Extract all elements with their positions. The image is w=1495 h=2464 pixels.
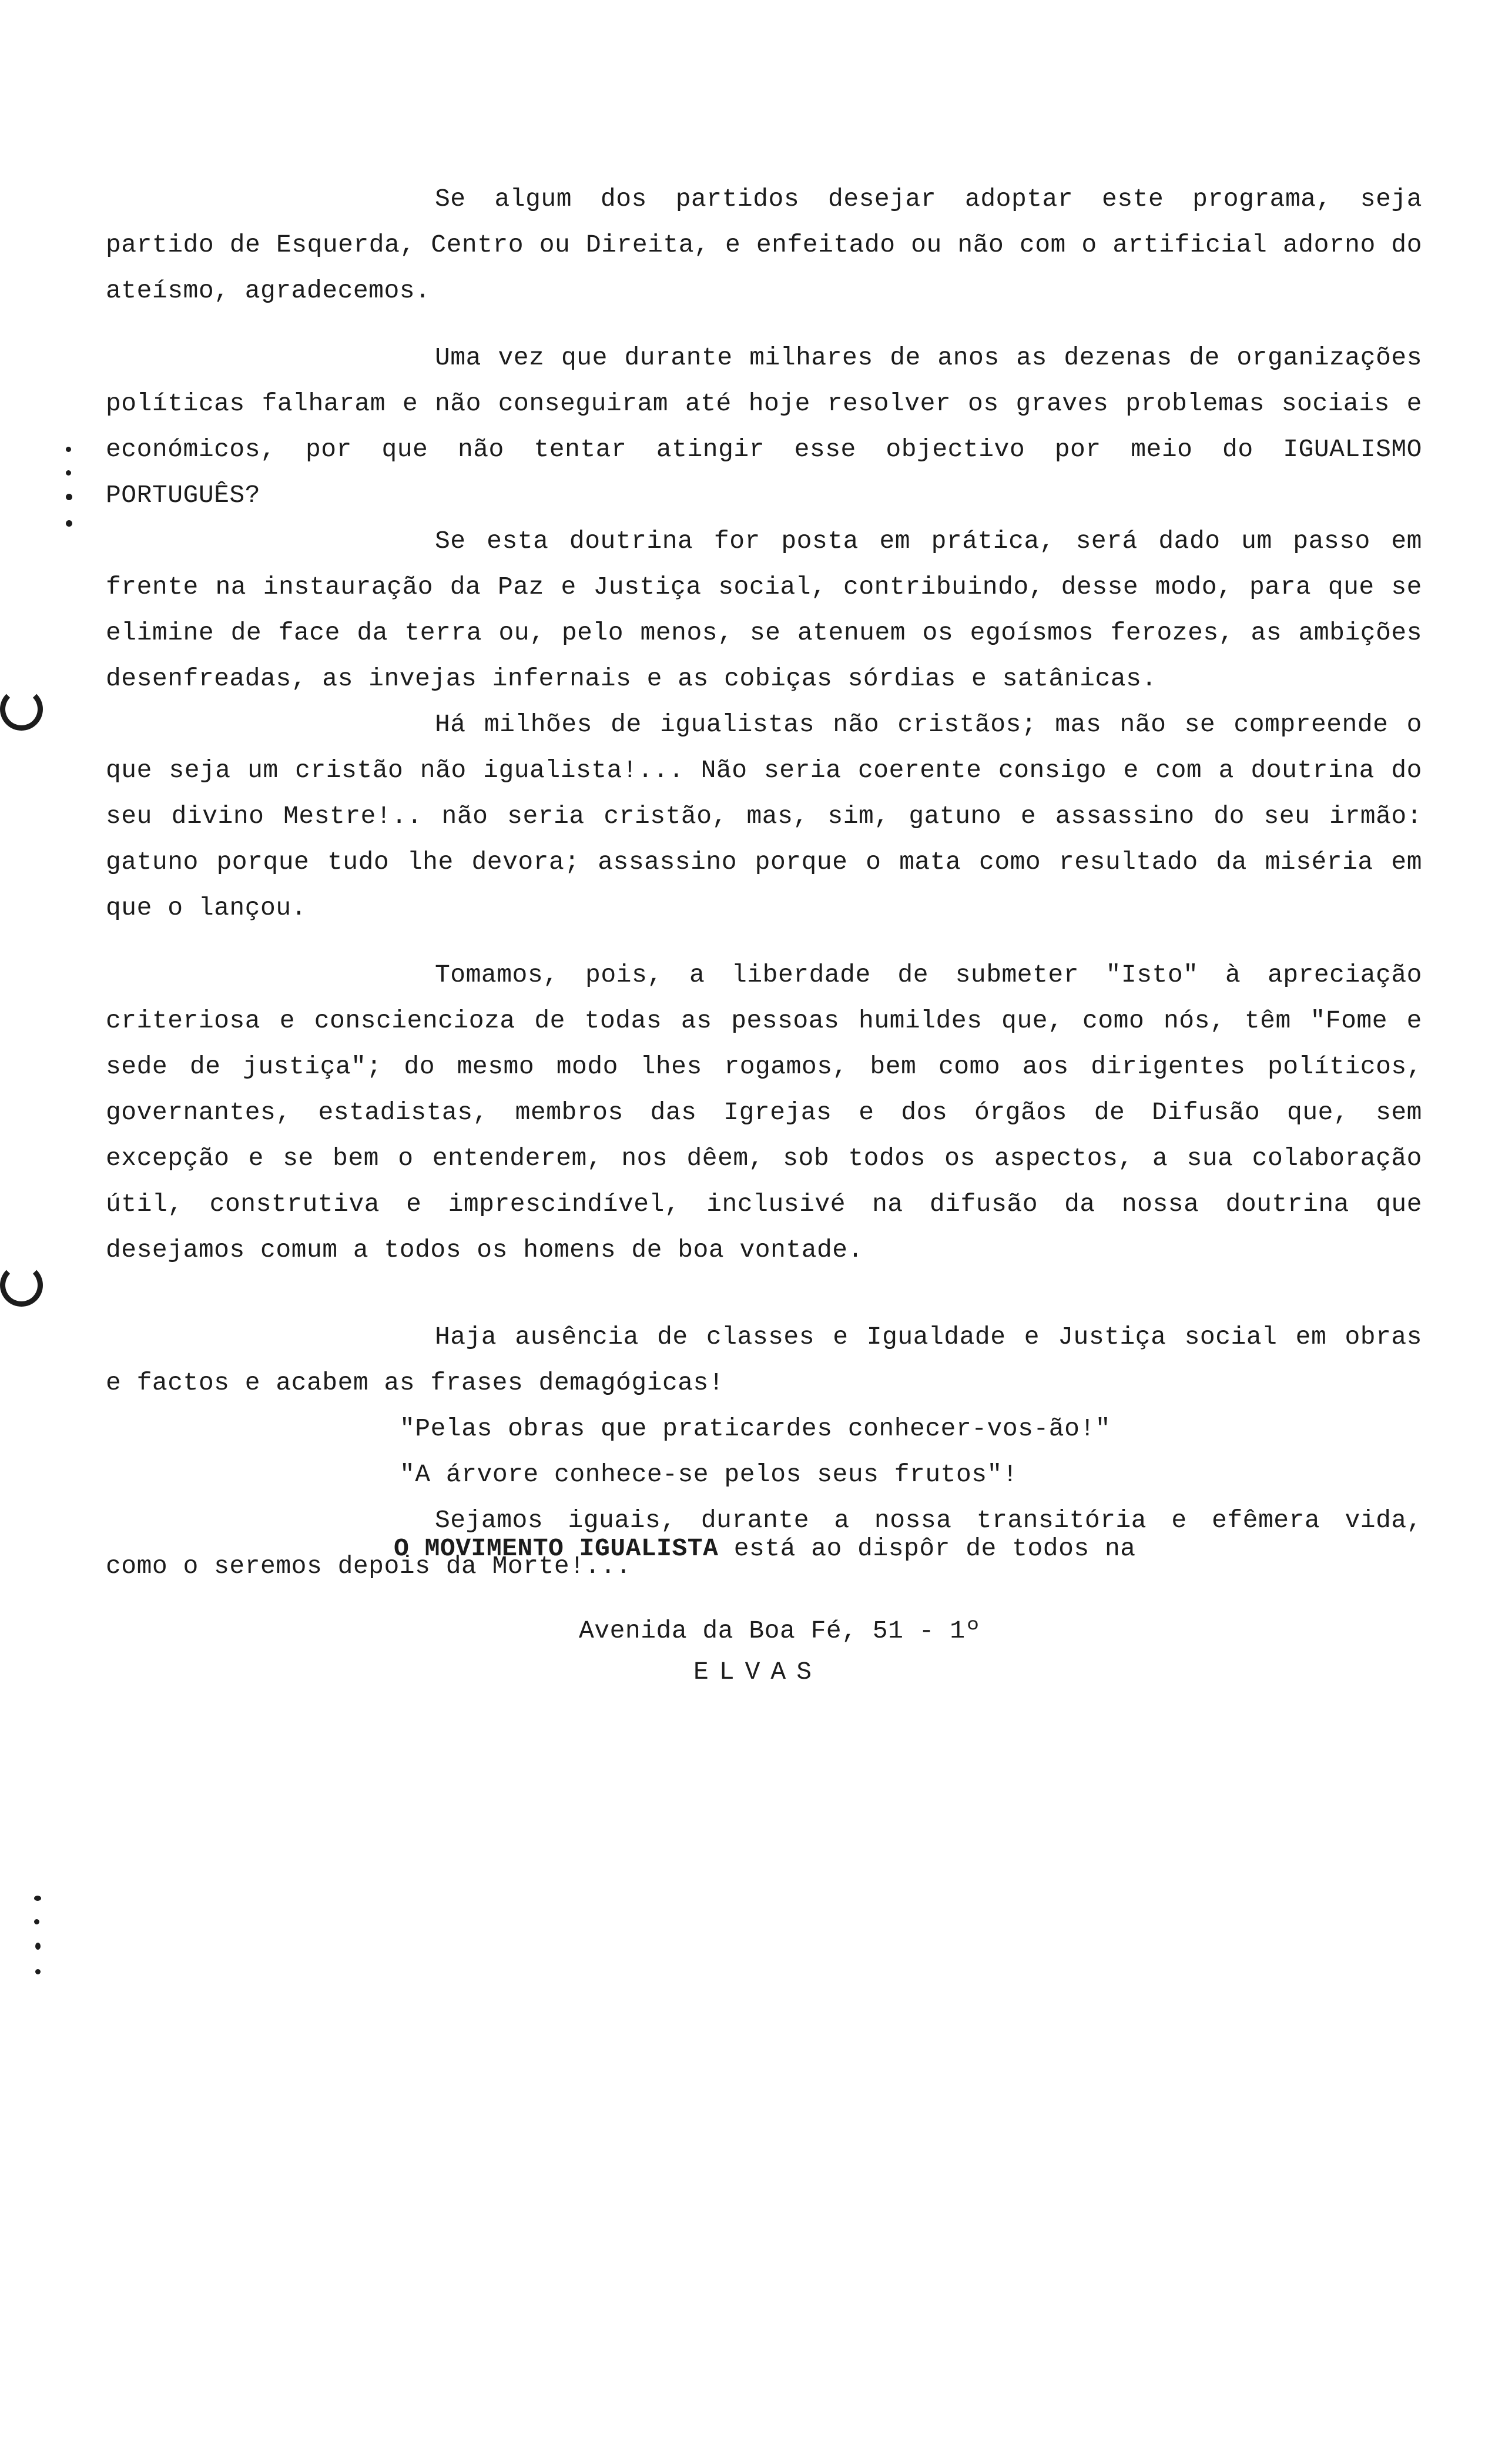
- paragraph-5: Tomamos, pois, a liberdade de submeter "Isto" à apreciação criteriosa e consciencioza de todas as pessoas humildes que, como nós, têm "Fome e sede de justiça"; do mesmo modo lhes rogamos, bem como aos dirigentes políticos, governantes, estadistas, membros das Igrejas e dos órgãos de Difusão que, sem excepção e se bem o entenderem, nos dêem, sob todos os aspectos, a sua colaboração útil, construtiva e imprescindível, inclusivé na difusão da nossa doutrina que desejamos comum a todos os homens de boa vontade.: [106, 960, 1422, 1264]
- punch-hole-mark: [0, 688, 43, 731]
- margin-mark: [34, 1919, 39, 1924]
- footer-lead: [394, 1528, 1393, 1569]
- margin-mark: [66, 447, 71, 452]
- margin-mark: [66, 470, 71, 476]
- closing-paragraph: Sejamos iguais, durante a nossa transitória e efêmera vida, como o seremos depois da Morte!...: [106, 1506, 1422, 1581]
- footer-address: Avenida da Boa Fé, 51 - 1º: [579, 1616, 981, 1645]
- paragraph-1: Se algum dos partidos desejar adoptar este programa, seja partido de Esquerda, Centro ou Direita, e enfeitado ou não com o artificial adorno do ateísmo, agradecemos.: [106, 185, 1422, 305]
- paragraph-4: Há milhões de igualistas não cristãos; mas não se compreende o que seja um cristão não igualista!... Não seria coerente consigo e com a doutrina do seu divino Mestre!.. não seria cristão, mas, sim, gatuno e assassino do seu irmão: gatuno porque tudo lhe devora; assassino porque o mata como resultado da miséria em que o lançou.: [106, 710, 1422, 922]
- footer-city: ELVAS: [693, 1658, 823, 1686]
- margin-mark: [66, 520, 72, 527]
- margin-mark: [34, 1896, 41, 1901]
- body-text: [106, 176, 1422, 1589]
- margin-mark: [35, 1943, 41, 1950]
- punch-hole-mark: [0, 1264, 43, 1307]
- movement-name: O MOVIMENTO IGUALISTA: [394, 1534, 719, 1563]
- quote-2: "A árvore conhece-se pelos seus frutos"!: [400, 1460, 1018, 1489]
- paragraph-6: Haja ausência de classes e Igualdade e Justiça social em obras e factos e acabem as frases demagógicas!: [106, 1323, 1422, 1397]
- footer-lead-rest: está ao dispôr de todos na: [718, 1534, 1136, 1563]
- margin-mark: [35, 1969, 41, 1974]
- paragraph-2: Uma vez que durante milhares de anos as dezenas de organizações políticas falharam e não conseguiram até hoje resolver os graves problemas sociais e económicos, por que não tentar atingir esse objectivo por meio do IGUALISMO PORTUGUÊS?: [106, 343, 1422, 510]
- margin-mark: [66, 494, 72, 500]
- quote-1: "Pelas obras que praticardes conhecer-vos-ão!": [400, 1414, 1111, 1443]
- paragraph-3: Se esta doutrina for posta em prática, será dado um passo em frente na instauração da Paz e Justiça social, contribuindo, desse modo, para que se elimine de face da terra ou, pelo menos, se atenuem os egoísmos ferozes, as ambições desenfreadas, as invejas infernais e as cobiças sórdias e satânicas.: [106, 527, 1422, 693]
